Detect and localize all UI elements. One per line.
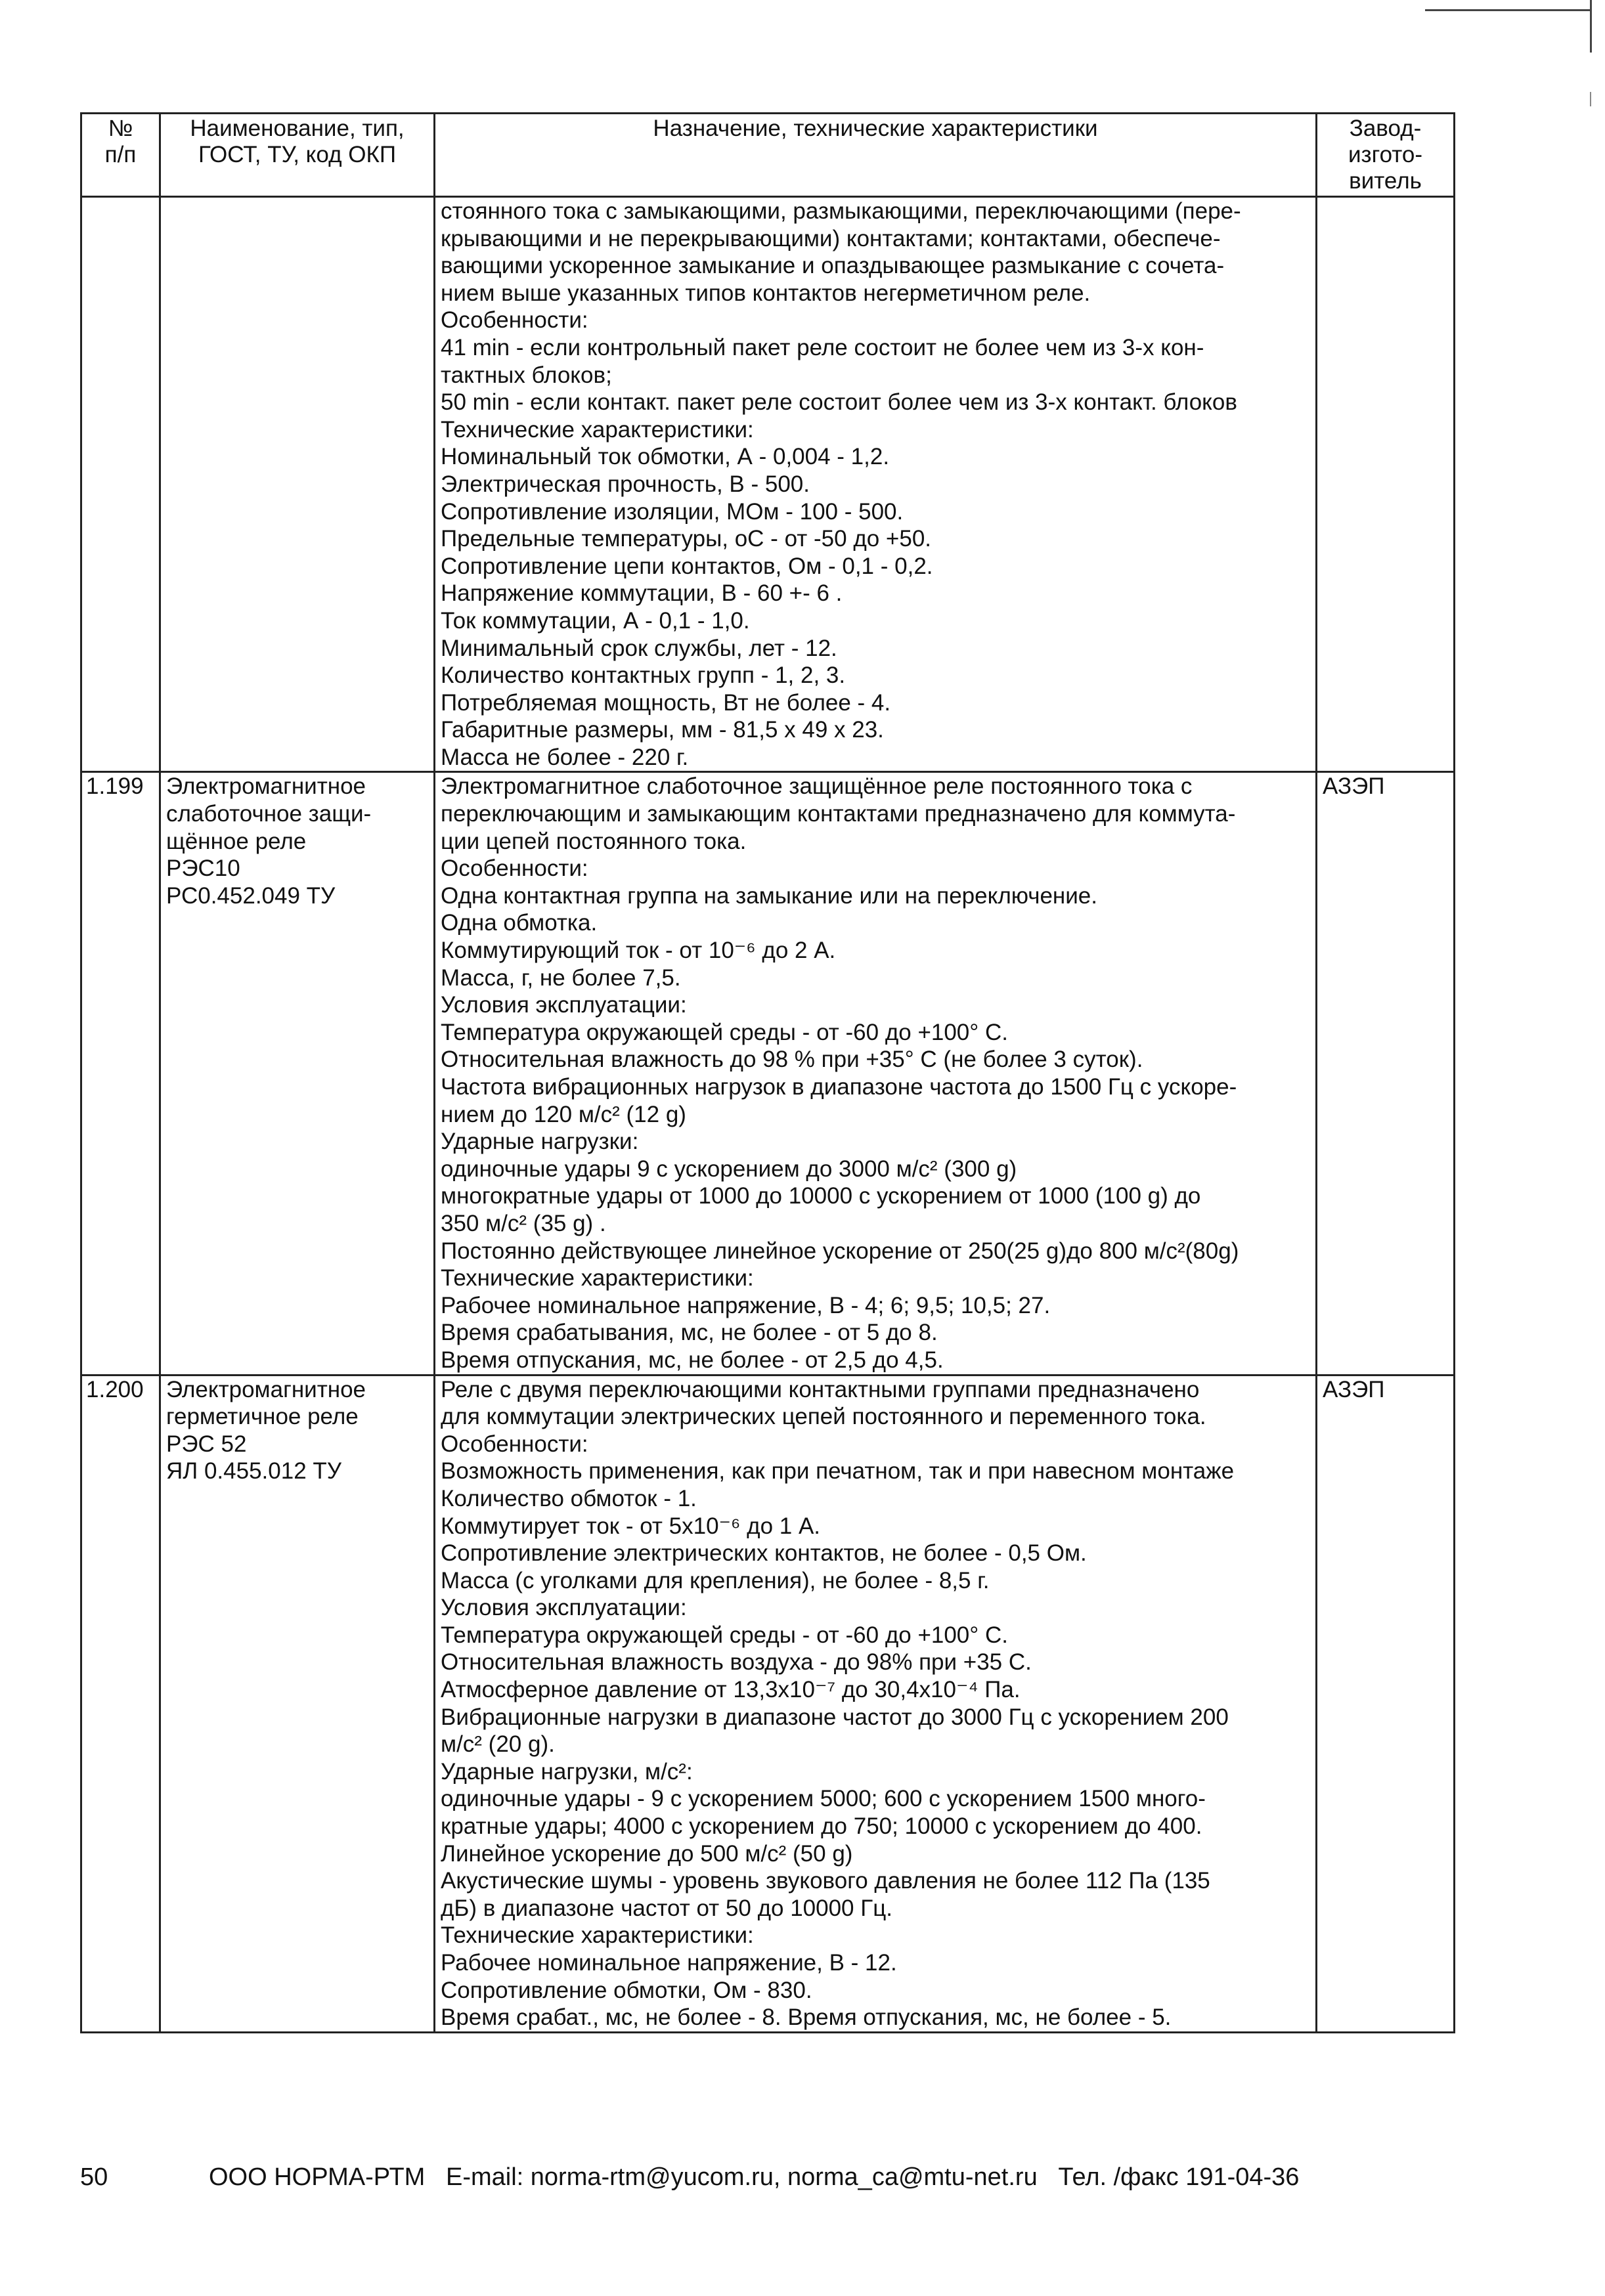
manufacturer: АЗЭП xyxy=(1317,772,1455,1375)
header-manufacturer: Завод- изгото- витель xyxy=(1317,114,1455,197)
desc-line: кратные удары; 4000 с ускорением до 750; 10000 с ускорением до 400. xyxy=(441,1813,1202,1840)
desc-line: Условия эксплуатации: xyxy=(441,992,687,1018)
name-line: герметичное реле xyxy=(166,1404,359,1430)
desc-line: Напряжение коммутации, В - 60 +- 6 . xyxy=(441,580,843,607)
desc-line: одиночные удары - 9 с ускорением 5000; 600 с ускорением 1500 много- xyxy=(441,1786,1206,1812)
name-line: Электромагнитное xyxy=(166,773,366,800)
scan-edge-mark xyxy=(1590,0,1592,53)
desc-line: Постоянно действующее линейное ускорение от 250(25 g)до 800 м/с²(80g) xyxy=(441,1238,1239,1264)
desc-line: Потребляемая мощность, Вт не более - 4. xyxy=(441,689,891,716)
desc-line: м/с² (20 g). xyxy=(441,1731,555,1758)
desc-line: Относительная влажность до 98 % при +35° С (не более 3 суток). xyxy=(441,1047,1143,1073)
desc-line: Коммутирует ток - от 5х10⁻⁶ до 1 А. xyxy=(441,1513,821,1539)
desc-line: Сопротивление обмотки, Ом - 830. xyxy=(441,1977,812,2003)
desc-line: Количество контактных групп - 1, 2, 3. xyxy=(441,662,846,689)
desc-line: нием выше указанных типов контактов негерметичном реле. xyxy=(441,280,1091,306)
desc-line: Атмосферное давление от 13,3х10⁻⁷ до 30,4х10⁻⁴ Па. xyxy=(441,1677,1021,1703)
desc-line: Рабочее номинальное напряжение, В - 4; 6; 9,5; 10,5; 27. xyxy=(441,1292,1051,1318)
company-name: ООО НОРМА-РТМ xyxy=(209,2163,426,2191)
desc-line: Температура окружающей среды - от -60 до +100° С. xyxy=(441,1019,1008,1045)
desc-line: Рабочее номинальное напряжение, В - 12. xyxy=(441,1950,897,1976)
desc-line: Вибрационные нагрузки в диапазоне частот до 3000 Гц с ускорением 200 xyxy=(441,1704,1229,1730)
desc-line: Предельные температуры, оС - от -50 до +50. xyxy=(441,526,932,552)
desc-line: Возможность применения, как при печатном, так и при навесном монтаже xyxy=(441,1458,1235,1484)
desc-line: переключающим и замыкающим контактами предназначено для коммута- xyxy=(441,801,1236,827)
table-row xyxy=(81,772,1455,1375)
table-row xyxy=(81,1375,1455,2032)
desc-line: Время срабат., мс, не более - 8. Время отпускания, мс, не более - 5. xyxy=(441,2004,1172,2031)
desc-line: Ударные нагрузки: xyxy=(441,1129,639,1155)
product-description xyxy=(435,772,1317,1375)
desc-line: Сопротивление электрических контактов, не более - 0,5 Ом. xyxy=(441,1540,1087,1567)
product-description xyxy=(435,1375,1317,2032)
contact-email: E-mail: norma-rtm@yucom.ru, norma_ca@mtu-net.ru xyxy=(446,2163,1038,2191)
desc-line: Относительная влажность воздуха - до 98% при +35 С. xyxy=(441,1649,1032,1676)
spec-table xyxy=(80,112,1455,2033)
desc-line: Время срабатывания, мс, не более - от 5 до 8. xyxy=(441,1320,938,1346)
name-line: щённое реле xyxy=(166,828,307,854)
product-name xyxy=(160,197,435,772)
desc-line: Минимальный срок службы, лет - 12. xyxy=(441,635,837,661)
desc-line: Габаритные размеры, мм - 81,5 х 49 х 23. xyxy=(441,717,884,743)
desc-line: многократные удары от 1000 до 10000 с ускорением от 1000 (100 g) до xyxy=(441,1183,1201,1209)
product-description xyxy=(435,197,1317,772)
manufacturer xyxy=(1317,197,1455,772)
name-line: РЭС10 xyxy=(166,856,240,882)
desc-line: 50 min - если контакт. пакет реле состоит более чем из 3-х контакт. блоков xyxy=(441,389,1237,416)
desc-line: Время отпускания, мс, не более - от 2,5 до 4,5. xyxy=(441,1347,944,1373)
scan-edge-tick xyxy=(1590,92,1591,106)
name-line: Электромагнитное xyxy=(166,1376,366,1402)
product-name xyxy=(160,1375,435,2032)
header-description: Назначение, технические характеристики xyxy=(435,114,1317,197)
desc-line: Частота вибрационных нагрузок в диапазоне частота до 1500 Гц с ускоре- xyxy=(441,1074,1237,1100)
row-number: 1.200 xyxy=(81,1375,160,2032)
name-line: РС0.452.049 ТУ xyxy=(166,882,336,909)
desc-line: вающими ускоренное замыкание и опаздывающее размыкание с сочета- xyxy=(441,253,1225,279)
page-number: 50 xyxy=(80,2163,108,2191)
desc-line: Особенности: xyxy=(441,1431,588,1457)
desc-line: тактных блоков; xyxy=(441,362,612,388)
desc-line: Особенности: xyxy=(441,307,588,334)
table-row xyxy=(81,197,1455,772)
desc-line: Коммутирующий ток - от 10⁻⁶ до 2 А. xyxy=(441,938,836,964)
desc-line: Электрическая прочность, В - 500. xyxy=(441,471,810,497)
desc-line: Количество обмоток - 1. xyxy=(441,1485,697,1511)
page-footer xyxy=(80,2163,1299,2192)
desc-line: Сопротивление изоляции, МОм - 100 - 500. xyxy=(441,498,904,525)
row-number: 1.199 xyxy=(81,772,160,1375)
header-number: № п/п xyxy=(81,114,160,197)
desc-line: дБ) в диапазоне частот от 50 до 10000 Гц. xyxy=(441,1895,892,1921)
desc-line: Масса не более - 220 г. xyxy=(441,744,689,770)
desc-line: Сопротивление цепи контактов, Ом - 0,1 - 0,2. xyxy=(441,553,933,579)
desc-line: Масса (с уголками для крепления), не более - 8,5 г. xyxy=(441,1567,990,1593)
desc-line: нием до 120 м/с² (12 g) xyxy=(441,1101,686,1127)
row-number xyxy=(81,197,160,772)
desc-line: стоянного тока с замыкающими, размыкающими, переключающими (пере- xyxy=(441,198,1241,224)
product-name xyxy=(160,772,435,1375)
desc-line: Одна обмотка. xyxy=(441,910,598,936)
header-name: Наименование, тип, ГОСТ, ТУ, код ОКП xyxy=(160,114,435,197)
contact-phone: Тел. /факс 191-04-36 xyxy=(1058,2163,1300,2191)
desc-line: 41 min - если контрольный пакет реле состоит не более чем из 3-х кон- xyxy=(441,334,1204,360)
desc-line: ции цепей постоянного тока. xyxy=(441,828,747,854)
desc-line: крывающими и не перекрывающими) контактами; контактами, обеспече- xyxy=(441,225,1221,251)
desc-line: Ток коммутации, А - 0,1 - 1,0. xyxy=(441,607,750,634)
desc-line: Номинальный ток обмотки, А - 0,004 - 1,2. xyxy=(441,444,890,470)
desc-line: одиночные удары 9 с ускорением до 3000 м/с² (300 g) xyxy=(441,1156,1017,1182)
desc-line: Ударные нагрузки, м/с²: xyxy=(441,1758,693,1785)
desc-line: 350 м/с² (35 g) . xyxy=(441,1210,606,1236)
name-line: ЯЛ 0.455.012 ТУ xyxy=(166,1458,342,1484)
desc-line: Акустические шумы - уровень звукового давления не более 112 Па (135 xyxy=(441,1868,1210,1894)
desc-line: Особенности: xyxy=(441,856,588,882)
desc-line: Линейное ускорение до 500 м/с² (50 g) xyxy=(441,1840,853,1867)
desc-line: для коммутации электрических цепей постоянного и переменного тока. xyxy=(441,1404,1206,1430)
desc-line: Температура окружающей среды - от -60 до +100° С. xyxy=(441,1622,1008,1648)
desc-line: Одна контактная группа на замыкание или на переключение. xyxy=(441,882,1097,909)
name-line: РЭС 52 xyxy=(166,1431,247,1457)
name-line: слаботочное защи- xyxy=(166,801,372,827)
desc-line: Реле с двумя переключающими контактными группами предназначено xyxy=(441,1376,1200,1402)
scan-corner-mark xyxy=(1425,9,1592,11)
desc-line: Электромагнитное слаботочное защищённое реле постоянного тока с xyxy=(441,773,1193,800)
manufacturer: АЗЭП xyxy=(1317,1375,1455,2032)
table-header-row xyxy=(81,114,1455,197)
desc-line: Масса, г, не более 7,5. xyxy=(441,964,681,991)
desc-line: Технические характеристики: xyxy=(441,416,754,443)
desc-line: Условия эксплуатации: xyxy=(441,1595,687,1621)
desc-line: Технические характеристики: xyxy=(441,1922,754,1949)
desc-line: Технические характеристики: xyxy=(441,1265,754,1291)
